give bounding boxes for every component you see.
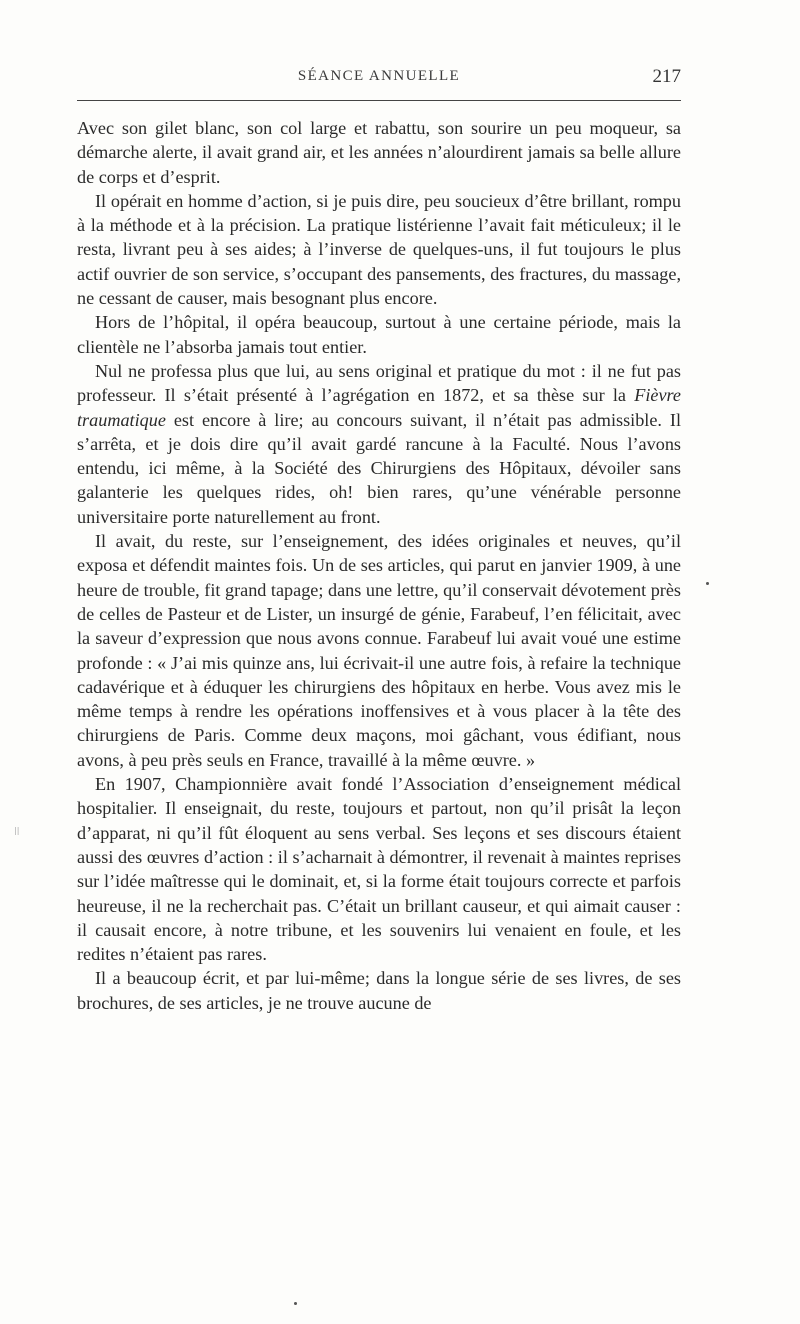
paragraph-text: Il a beaucoup écrit, et par lui-même; dans la longue série de ses livres, de ses brochures, de ses articles, je ne trouve aucune de bbox=[77, 968, 681, 1013]
paragraph-text: En 1907, Championnière avait fondé l’Association d’enseignement médical hospitalier. Il enseignait, du reste, toujours et partout, non qu’il prisât la leçon d’apparat, ni qu’il fût éloquent au sens verbal. Ses leçons et ses discours étaient aussi des œuvres d’action : il s’acharnait à démontrer, il revenait à maintes reprises sur l’idée maîtresse qui le dominait, et, si la forme était toujours correcte et parfois heureuse, il ne la recherchait pas. C’était un brillant causeur, et qui aimait causer : il causait encore, à notre tribune, et les souvenirs lui venaient en foule, et les redites n’étaient pas rares. bbox=[77, 774, 681, 965]
page-number: 217 bbox=[652, 66, 681, 87]
paragraph-text: Avec son gilet blanc, son col large et rabattu, son sourire un peu moqueur, sa démarche alerte, il avait grand air, et les années n’alourdirent jamais sa belle allure de corps et d’esprit. bbox=[77, 118, 681, 187]
header-rule bbox=[77, 100, 681, 101]
body-text bbox=[77, 116, 681, 1015]
paragraph bbox=[77, 189, 681, 310]
paragraph bbox=[77, 310, 681, 359]
speck-mark bbox=[294, 1302, 297, 1305]
book-page bbox=[77, 0, 681, 1324]
paragraph bbox=[77, 966, 681, 1015]
paragraph-text: Il avait, du reste, sur l’enseignement, des idées originales et neuves, qu’il exposa et défendit maintes fois. Un de ses articles, qui parut en janvier 1909, à une heure de trouble, fit grand tapage; dans une lettre, qu’il conservait dévotement près de celles de Pasteur et de Lister, un insurgé de génie, Farabeuf, l’en félicitait, avec la saveur d’expression que nous avons connue. Farabeuf lui avait voué une estime profonde : « J’ai mis quinze ans, lui écrivait-il une autre fois, à refaire la technique cadavérique et à éduquer les chirurgiens des hôpitaux en herbe. Vous avez mis le même temps à rendre les opérations inoffensives et à vous placer à la tête des chirurgiens de Paris. Comme deux maçons, moi gâchant, vous édifiant, nous avons, à peu près seuls en France, travaillé à la même œuvre. » bbox=[77, 531, 682, 770]
italic-title: Fièvre traumatique bbox=[77, 385, 681, 430]
paragraph bbox=[77, 529, 681, 772]
paragraph-text: est encore à lire; au concours suivant, il n’était pas admissible. Il s’arrêta, et je dois dire qu’il avait gardé rancune à la Faculté. Nous l’avons entendu, ici même, à la Société des Chirurgiens des Hôpitaux, dévoiler sans galanterie les quelques rides, oh! bien rares, qu’une vénérable personne universitaire porte naturellement au front. bbox=[77, 409, 681, 527]
paragraph-text: Nul ne professa plus que lui, au sens original et pratique du mot : il ne fut pas professeur. Il s’était présenté à l’agrégation en 1872, et sa thèse sur la bbox=[77, 360, 681, 406]
paragraph bbox=[77, 116, 681, 189]
paragraph bbox=[77, 772, 681, 966]
speck-mark bbox=[706, 582, 709, 585]
paragraph bbox=[77, 359, 681, 529]
margin-tick: || bbox=[14, 826, 20, 835]
running-title: SÉANCE ANNUELLE bbox=[297, 68, 461, 84]
paragraph-text: Il opérait en homme d’action, si je puis dire, peu soucieux d’être brillant, rompu à la méthode et à la précision. La pratique listérienne l’avait fait méticuleux; il le resta, livrant peu à ses aides; à l’inverse de quelques-uns, il fut toujours le plus actif ouvrier de son service, s’occupant des pansements, des fractures, du massage, ne cessant de causer, mais besognant plus encore. bbox=[77, 190, 681, 309]
running-head bbox=[77, 66, 681, 90]
paragraph-text: Hors de l’hôpital, il opéra beaucoup, surtout à une certaine période, mais la clientèle ne l’absorba jamais tout entier. bbox=[77, 312, 681, 357]
